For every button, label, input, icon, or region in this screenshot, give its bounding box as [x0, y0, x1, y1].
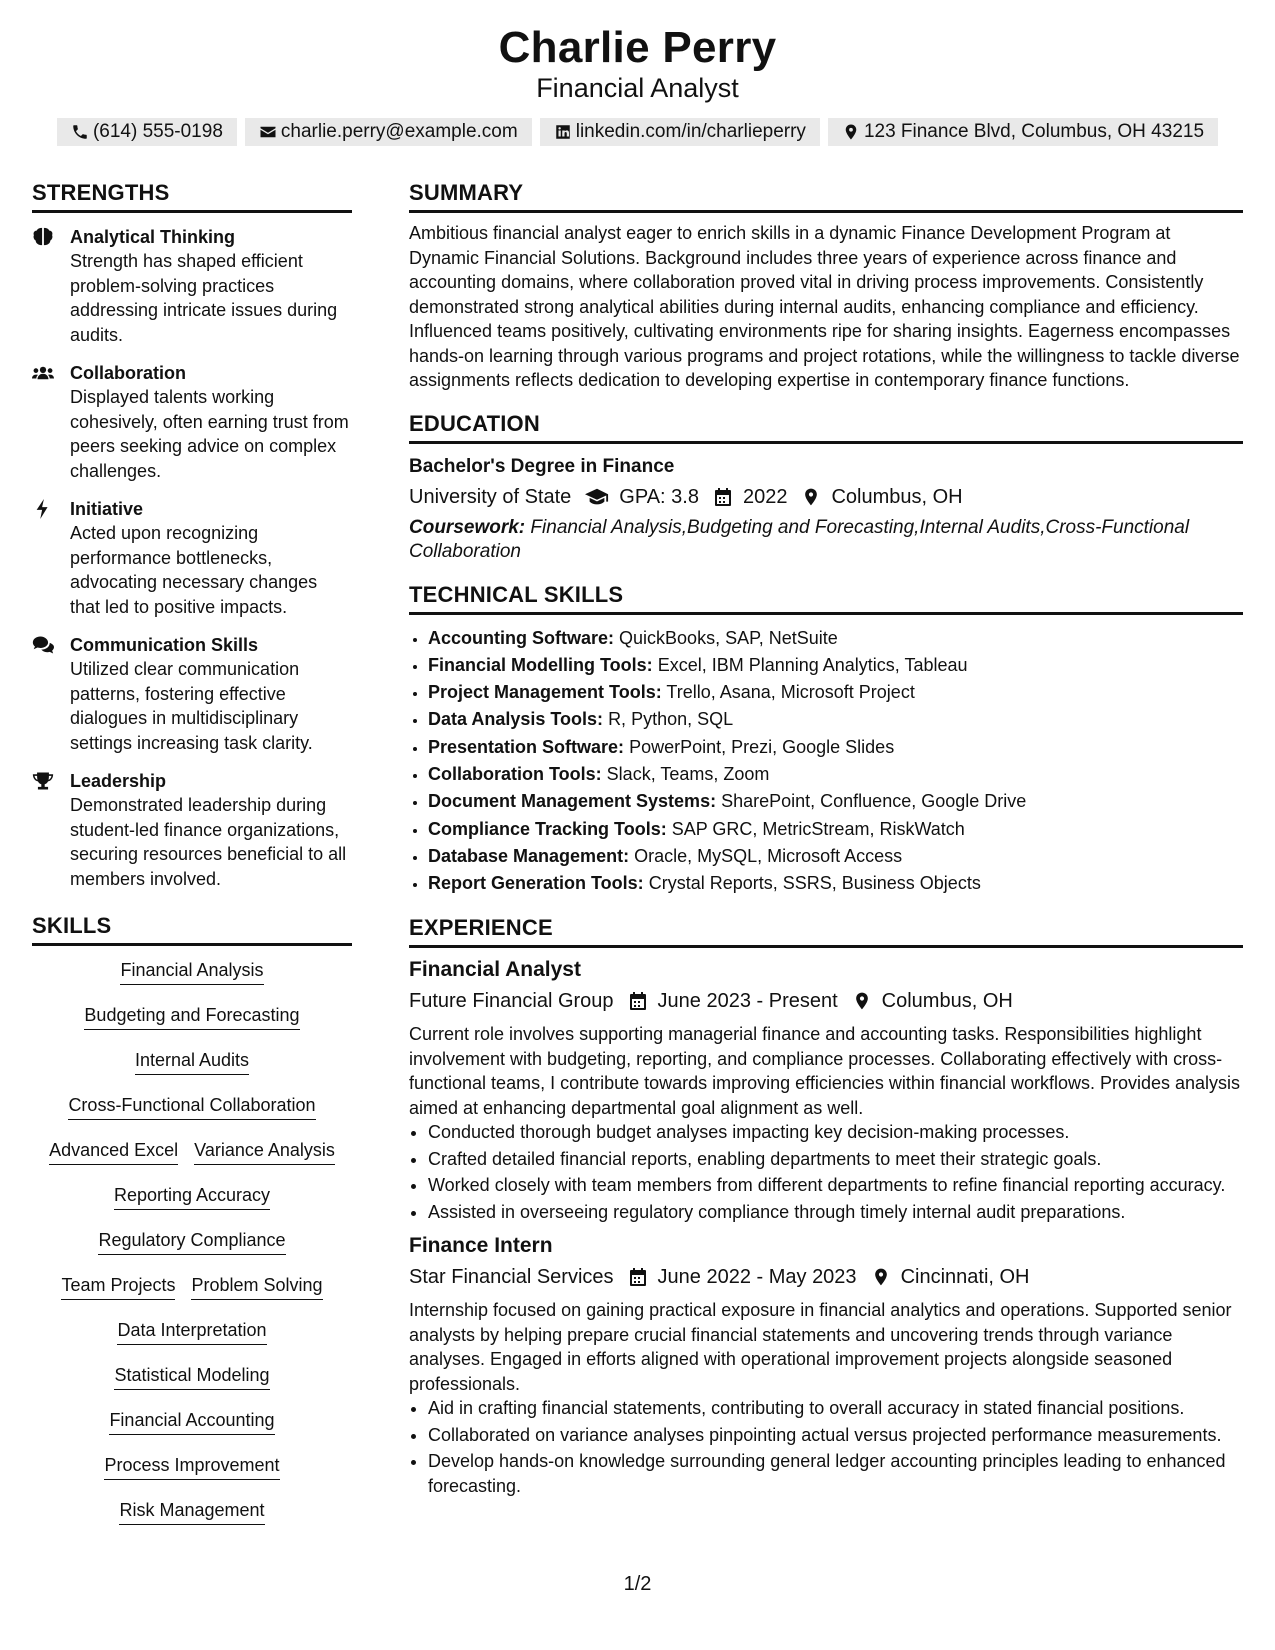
strength-item	[32, 769, 352, 891]
contact-address	[828, 118, 1218, 146]
education-meta	[409, 482, 1243, 512]
strength-title: Collaboration	[70, 363, 186, 383]
list-item	[428, 679, 1243, 706]
strength-title: Communication Skills	[70, 635, 259, 655]
list-item	[428, 843, 1243, 870]
job-title: Financial Analyst	[409, 958, 581, 982]
skill-tag: Process Improvement	[104, 1453, 279, 1480]
job-dates: June 2022 - May 2023	[657, 1266, 857, 1289]
left-column	[32, 178, 352, 1543]
strength-desc: Utilized clear communication patterns, fostering effective dialogues in multidisciplinary settings increasing task clarity.	[70, 659, 313, 753]
tech-skill-value: SAP GRC, MetricStream, RiskWatch	[671, 818, 965, 839]
skill-tag: Financial Accounting	[109, 1408, 274, 1435]
strengths-list	[32, 225, 352, 891]
list-item	[428, 706, 1243, 733]
right-column	[409, 178, 1243, 1500]
list-item	[428, 652, 1243, 679]
brain-icon	[32, 227, 54, 247]
summary-heading: SUMMARY	[409, 178, 1243, 213]
list-item: • Collaborated on variance analyses pinpointing actual versus projected performance measurements.	[428, 1423, 1243, 1448]
strength-item	[32, 633, 352, 755]
gpa: GPA: 3.8	[619, 485, 699, 508]
phone-icon	[71, 123, 89, 141]
tech-skill-value: Oracle, MySQL, Microsoft Access	[634, 845, 903, 866]
linkedin-icon	[554, 123, 572, 141]
school-name: University of State	[409, 485, 572, 508]
strength-title: Initiative	[70, 499, 144, 519]
job-bullets	[409, 1120, 1243, 1224]
tech-skill-label: Financial Modelling Tools:	[428, 654, 653, 675]
tech-skill-value: Slack, Teams, Zoom	[606, 763, 770, 784]
tech-skill-label: Report Generation Tools:	[428, 873, 644, 894]
job-meta	[409, 986, 1243, 1016]
contact-linkedin[interactable]	[540, 118, 820, 146]
list-item: • Crafted detailed financial reports, enabling departments to meet their strategic goals.	[428, 1147, 1243, 1172]
job-dates: June 2023 - Present	[657, 990, 838, 1013]
map-pin-icon	[842, 123, 860, 141]
job-bullets	[409, 1396, 1243, 1498]
tech-skill-label: Collaboration Tools:	[428, 763, 602, 784]
strength-desc: Demonstrated leadership during student-led finance organizations, securing resources beneficial to all members involved.	[70, 795, 347, 889]
list-item	[428, 870, 1243, 897]
tech-skill-label: Compliance Tracking Tools:	[428, 818, 667, 839]
list-item	[428, 625, 1243, 652]
bolt-icon	[32, 499, 54, 519]
technical-skills-heading: TECHNICAL SKILLS	[409, 580, 1243, 615]
technical-skills-list	[409, 625, 1243, 898]
skill-tag: Regulatory Compliance	[98, 1228, 285, 1255]
strength-title: Analytical Thinking	[70, 227, 236, 247]
degree-title: Bachelor's Degree in Finance	[409, 455, 675, 477]
skill-tag: Advanced Excel	[49, 1138, 178, 1165]
education-location: Columbus, OH	[831, 485, 963, 508]
tech-skill-value: Trello, Asana, Microsoft Project	[666, 682, 915, 703]
skill-tag: Financial Analysis	[120, 958, 263, 985]
tech-skill-label: Database Management:	[428, 845, 630, 866]
tech-skill-label: Accounting Software:	[428, 627, 615, 648]
tech-skill-label: Data Analysis Tools:	[428, 709, 604, 730]
skill-tag: Team Projects	[61, 1273, 175, 1300]
contact-bar	[0, 118, 1275, 146]
strength-desc: Strength has shaped efficient problem-solving practices addressing intricate issues during audits.	[70, 251, 338, 345]
tech-skill-label: Project Management Tools:	[428, 682, 662, 703]
job-title: Finance Intern	[409, 1234, 553, 1258]
company-name: Star Financial Services	[409, 1266, 614, 1289]
tech-skill-label: Document Management Systems:	[428, 791, 717, 812]
list-item	[428, 761, 1243, 788]
list-item: • Worked closely with team members from different departments to refine financial reporting accuracy.	[428, 1173, 1243, 1198]
strength-desc: Displayed talents working cohesively, often earning trust from peers seeking advice on complex challenges.	[70, 387, 349, 481]
users-icon	[32, 363, 54, 383]
skills-list	[32, 958, 352, 1543]
skill-tag: Data Interpretation	[117, 1318, 266, 1345]
skill-tag: Cross-Functional Collaboration	[68, 1093, 315, 1120]
coursework	[409, 516, 1243, 564]
tech-skill-value: Crystal Reports, SSRS, Business Objects	[648, 873, 981, 894]
strengths-heading: STRENGTHS	[32, 178, 352, 213]
list-item	[428, 734, 1243, 761]
skill-tag: Risk Management	[119, 1498, 264, 1525]
map-pin-icon	[852, 991, 872, 1011]
contact-email[interactable]	[245, 118, 532, 146]
contact-address-text: 123 Finance Blvd, Columbus, OH 43215	[863, 121, 1205, 142]
list-item: • Assisted in overseeing regulatory compliance through timely internal audit preparations.	[428, 1200, 1243, 1225]
job-location: Cincinnati, OH	[900, 1266, 1030, 1289]
list-item	[428, 788, 1243, 815]
strength-item	[32, 361, 352, 483]
summary-text: Ambitious financial analyst eager to enrich skills in a dynamic Finance Development Program at Dynamic Financial Solutions. Background includes three years of experience across finance and accounting domains, where collaboration proved vital in driving process improvements. Consistently demonstrated strong analytical abilities during internal audits, enhancing compliance and efficiency. Influenced teams positively, cultivating environments ripe for sharing insights. Eagerness encompasses hands-on learning through various programs and project rotations, while the willingness to tackle diverse assignments reflects dedication to developing expertise in contemporary finance functions.	[409, 223, 1240, 390]
tech-skill-value: PowerPoint, Prezi, Google Slides	[629, 736, 895, 757]
strength-item	[32, 497, 352, 619]
skill-tag: Statistical Modeling	[114, 1363, 269, 1390]
job-meta	[409, 1262, 1243, 1292]
list-item: • Conducted thorough budget analyses impacting key decision-making processes.	[428, 1120, 1243, 1145]
strength-item	[32, 225, 352, 347]
envelope-icon	[259, 123, 277, 141]
skills-heading: SKILLS	[32, 911, 352, 946]
map-pin-icon	[871, 1267, 891, 1287]
graduation-year: 2022	[742, 485, 788, 508]
strength-desc: Acted upon recognizing performance bottlenecks, advocating necessary changes that led to positive impacts.	[70, 523, 318, 617]
map-pin-icon	[801, 487, 821, 507]
tech-skill-value: QuickBooks, SAP, NetSuite	[619, 627, 838, 648]
job-location: Columbus, OH	[881, 990, 1013, 1013]
list-item: • Aid in crafting financial statements, contributing to overall accuracy in stated financial positions.	[428, 1396, 1243, 1421]
job-description: Internship focused on gaining practical exposure in financial analytics and operations. Supported senior analysts by helping prepare crucial financial statements and uncovering trends through variance analyses. Engaged in efforts aligned with operational improvement projects alongside seasoned professionals.	[409, 1300, 1232, 1394]
tech-skill-value: SharePoint, Confluence, Google Drive	[721, 791, 1027, 812]
tech-skill-value: R, Python, SQL	[608, 709, 734, 730]
list-item: • Develop hands-on knowledge surrounding general ledger accounting principles leading to enhanced forecasting.	[428, 1449, 1243, 1498]
skill-tag: Reporting Accuracy	[114, 1183, 270, 1210]
calendar-icon	[628, 1267, 648, 1287]
strength-title: Leadership	[70, 771, 167, 791]
coursework-list: Financial Analysis,Budgeting and Forecasting,Internal Audits,Cross-Functional Collaboration	[409, 516, 1190, 562]
list-item	[428, 816, 1243, 843]
page-number: 1/2	[623, 1573, 652, 1595]
graduation-cap-icon	[585, 487, 609, 507]
resume-header	[0, 22, 1275, 146]
trophy-icon	[32, 771, 54, 791]
skill-tag: Variance Analysis	[194, 1138, 335, 1165]
contact-phone[interactable]	[57, 118, 237, 146]
contact-phone-text: (614) 555-0198	[92, 121, 223, 142]
candidate-name: Charlie Perry	[498, 23, 777, 72]
experience-heading: EXPERIENCE	[409, 913, 1243, 948]
calendar-icon	[713, 487, 733, 507]
tech-skill-value: Excel, IBM Planning Analytics, Tableau	[657, 654, 968, 675]
job-entry	[409, 956, 1243, 1224]
education-heading: EDUCATION	[409, 409, 1243, 444]
contact-linkedin-text: linkedin.com/in/charlieperry	[575, 121, 806, 142]
candidate-role: Financial Analyst	[536, 73, 739, 103]
company-name: Future Financial Group	[409, 990, 614, 1013]
calendar-icon	[628, 991, 648, 1011]
tech-skill-label: Presentation Software:	[428, 736, 625, 757]
skill-tag: Budgeting and Forecasting	[84, 1003, 299, 1030]
contact-email-text: charlie.perry@example.com	[280, 121, 518, 142]
skill-tag: Internal Audits	[135, 1048, 249, 1075]
comments-icon	[32, 635, 54, 655]
job-description: Current role involves supporting managerial finance and accounting tasks. Responsibilities highlight involvement with budgeting, reporting, and compliance processes. Collaborating effectively with cross-functional teams, I contribute towards improving efficiencies within financial workflows. Provides analysis aimed at enhancing departmental goal alignment as well.	[409, 1024, 1241, 1118]
skill-tag: Problem Solving	[191, 1273, 322, 1300]
coursework-label: Coursework:	[409, 516, 526, 538]
job-entry	[409, 1232, 1243, 1498]
